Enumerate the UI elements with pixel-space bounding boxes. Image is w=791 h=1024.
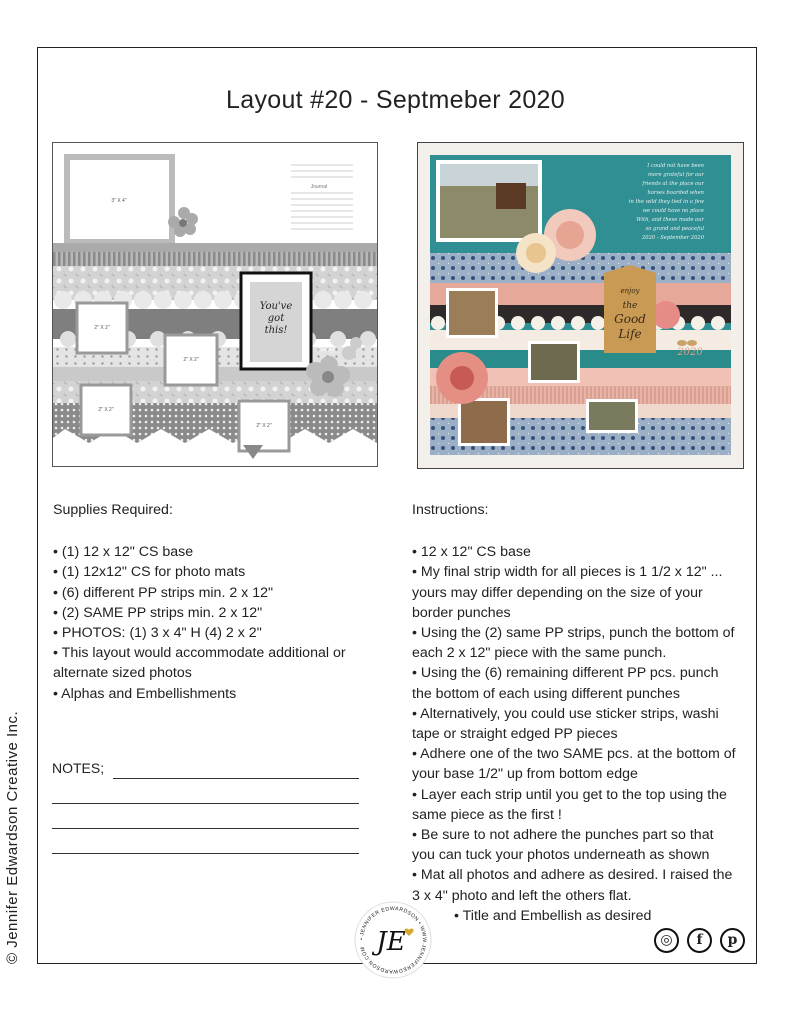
logo-monogram: JE: [376, 927, 406, 957]
page-title: Layout #20 - Septmeber 2020: [226, 86, 565, 114]
journal-label: Journal: [310, 184, 327, 190]
supply-item: • PHOTOS: (1) 3 x 4" H (4) 2 x 2": [53, 625, 262, 642]
tag-word-1: enjoy: [620, 287, 640, 295]
main-photo-label: 3" X 4": [111, 198, 127, 204]
small-photo-label-3: 2" X 2": [98, 407, 114, 413]
small-photo-label-1: 2" X 2": [94, 325, 110, 331]
tag-word-2: the: [622, 301, 638, 311]
supply-item: • Alphas and Embellishments: [53, 685, 237, 702]
journal-line-5: in the wild they tied in a few: [628, 199, 704, 205]
tag-word-3: Good: [614, 312, 646, 326]
instruction-item: • Be sure to not adhere the punches part so that you can tuck your photos underneath as shown: [412, 827, 714, 864]
instruction-item: • Using the (2) same PP strips, punch the bottom of each 2 x 12" piece with the same punch.: [412, 625, 735, 662]
journal-line-2: more grateful for our: [648, 172, 704, 178]
instruction-item: • Layer each strip until you get to the top using the same piece as the first !: [412, 786, 727, 823]
journal-line-4: horses boarded when: [647, 190, 704, 196]
supplies-section: [53, 500, 363, 704]
tag-text-3: this!: [264, 325, 288, 336]
supply-item: • (2) SAME PP strips min. 2 x 12": [53, 604, 263, 621]
supply-item: • (1) 12 x 12" CS base: [53, 544, 194, 561]
journal-line-6: we could have no place: [642, 208, 704, 214]
journal-line-8: so grand and peaceful: [645, 226, 704, 232]
supply-item: • (6) different PP strips min. 2 x 12": [53, 584, 274, 601]
tag-text-1: You've: [259, 301, 293, 312]
sketch-drawing: [53, 143, 377, 466]
copyright-text: © Jennifer Edwardson Creative Inc.: [4, 710, 21, 964]
layout-sketch: [52, 142, 378, 467]
today-label: today: [318, 346, 336, 353]
journal-line-7: With, and these made our: [636, 217, 704, 223]
instructions-list: [412, 542, 738, 926]
journal-line-9: 2020 - September 2020: [642, 235, 704, 241]
facebook-icon[interactable]: f: [687, 928, 712, 953]
instruction-item: • Mat all photos and adhere as desired. I raised the 3 x 4" photo and left the others flat.: [412, 867, 733, 904]
logo-ring-text: • JENNIFER EDWARDSON • WWW.JENNIFEREDWARDSON.COM: [358, 905, 428, 975]
instagram-icon[interactable]: ◎: [654, 928, 679, 953]
supply-item: • This layout would accommodate additional or alternate sized photos: [53, 645, 346, 682]
journal-line-3: friends at the place our: [642, 181, 704, 187]
instruction-item: • Title and Embellish as desired: [454, 907, 652, 924]
year-badge: 2020: [677, 347, 703, 358]
instructions-heading: Instructions:: [412, 502, 489, 518]
brand-logo: [353, 900, 433, 980]
finished-layout-photo: [417, 142, 744, 469]
instruction-item: • Alternatively, you could use sticker strips, washi tape or straight edged PP pieces: [412, 705, 719, 743]
notes-line-2[interactable]: [52, 803, 359, 804]
instructions-section: [412, 500, 738, 926]
notes-line-3[interactable]: [52, 828, 359, 829]
small-photo-label-2: 2" X 2": [183, 357, 199, 363]
journal-line-1: I could not have been: [647, 163, 704, 169]
tag-text-2: got: [267, 313, 285, 324]
instruction-item: • Using the (6) remaining different PP pcs. punch the bottom of each using different punches: [412, 665, 719, 702]
supplies-heading: Supplies Required:: [53, 502, 173, 518]
supply-item: • (1) 12x12" CS for photo mats: [53, 564, 246, 581]
instruction-item: • 12 x 12" CS base: [412, 544, 531, 561]
instruction-item: • My final strip width for all pieces is 1 1/2 x 12" ... yours may differ depending on the size of your border punches: [412, 564, 723, 621]
notes-label: NOTES;: [52, 760, 105, 776]
supplies-list: [53, 542, 363, 704]
notes-line-4[interactable]: [52, 853, 359, 854]
finished-layout-drawing: [418, 143, 743, 468]
small-photo-label-4: 2" X 2": [256, 423, 272, 429]
instruction-item: • Adhere one of the two SAME pcs. at the bottom of your base 1/2" up from bottom edge: [412, 746, 736, 783]
notes-line-1[interactable]: [113, 778, 359, 779]
tag-word-4: Life: [618, 327, 642, 341]
pinterest-icon[interactable]: p: [720, 928, 745, 953]
